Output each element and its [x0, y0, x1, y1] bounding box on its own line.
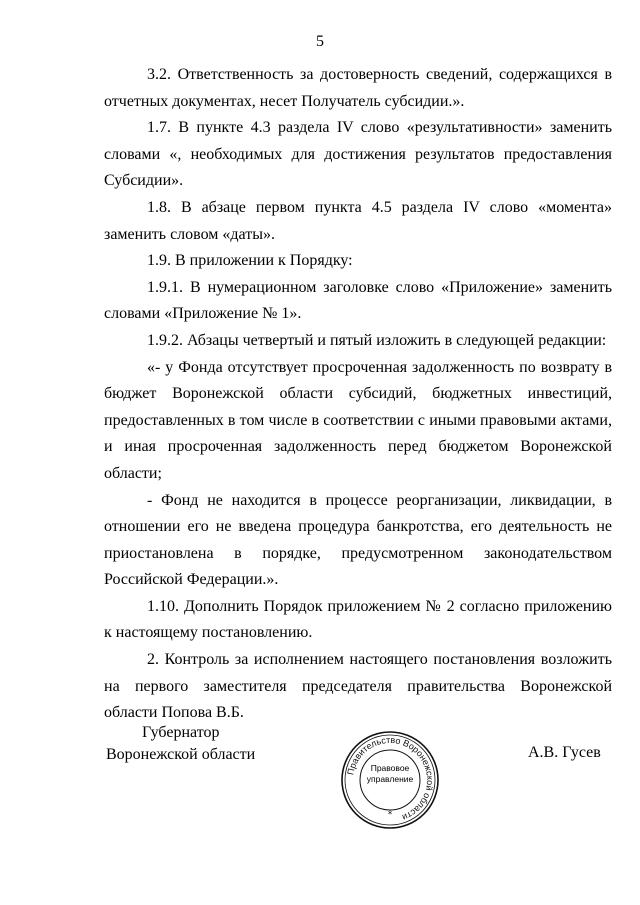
paragraph-1-9: 1.9. В приложении к Порядку:: [147, 252, 353, 270]
document-body: [104, 62, 612, 727]
seal-star: *: [387, 810, 393, 820]
seal-center-text: Правовое управление: [366, 763, 414, 784]
signatory-name: А.В. Гусев: [528, 744, 601, 761]
paragraph-1-7: 1.7. В пункте 4.3 раздела IV слово «результативности» заменить словами «, необходимых для достижения результатов предоставления Субсидии».: [104, 119, 612, 190]
paragraph-1-9-1: 1.9.1. В нумерационном заголовке слово «Приложение» заменить словами «Приложение № 1».: [104, 278, 612, 323]
paragraph-fund-reorganization: - Фонд не находится в процессе реорганизации, ликвидации, в отношении его не введена процедура банкротства, его деятельность не приостановлена в порядке, предусмотренном законодательством Российской Федерации.».: [104, 491, 612, 589]
signature-title: [106, 722, 255, 766]
legal-department-seal: [340, 730, 440, 830]
paragraph-1-8: 1.8. В абзаце первом пункта 4.5 раздела IV слово «момента» заменить словом «даты».: [104, 198, 612, 243]
signatory-title: Губернатор: [142, 724, 220, 741]
seal-ring-text: Правительство Воронежской области: [345, 734, 436, 823]
page-number: 5: [316, 33, 324, 50]
signatory-region: Воронежской области: [106, 746, 256, 763]
paragraph-3-2: 3.2. Ответственность за достоверность сведений, содержащихся в отчетных документах, несет Получатель субсидии.».: [104, 66, 612, 110]
paragraph-1-9-2: 1.9.2. Абзацы четвертый и пятый изложить в следующей редакции:: [147, 331, 607, 349]
paragraph-1-10: 1.10. Дополнить Порядок приложением № 2 согласно приложению к настоящему постановлению.: [104, 597, 612, 642]
paragraph-2: 2. Контроль за исполнением настоящего постановления возложить на первого заместителя председателя правительства Воронежской области Попова В.Б.: [104, 651, 612, 722]
paragraph-fund-debt: «- у Фонда отсутствует просроченная задолженность по возврату в бюджет Воронежской области субсидий, бюджетных инвестиций, предоставленных в том числе в соответствии с иными правовыми актами, и иная просроченная задолженность перед бюджетом Воронежской области;: [104, 358, 612, 482]
